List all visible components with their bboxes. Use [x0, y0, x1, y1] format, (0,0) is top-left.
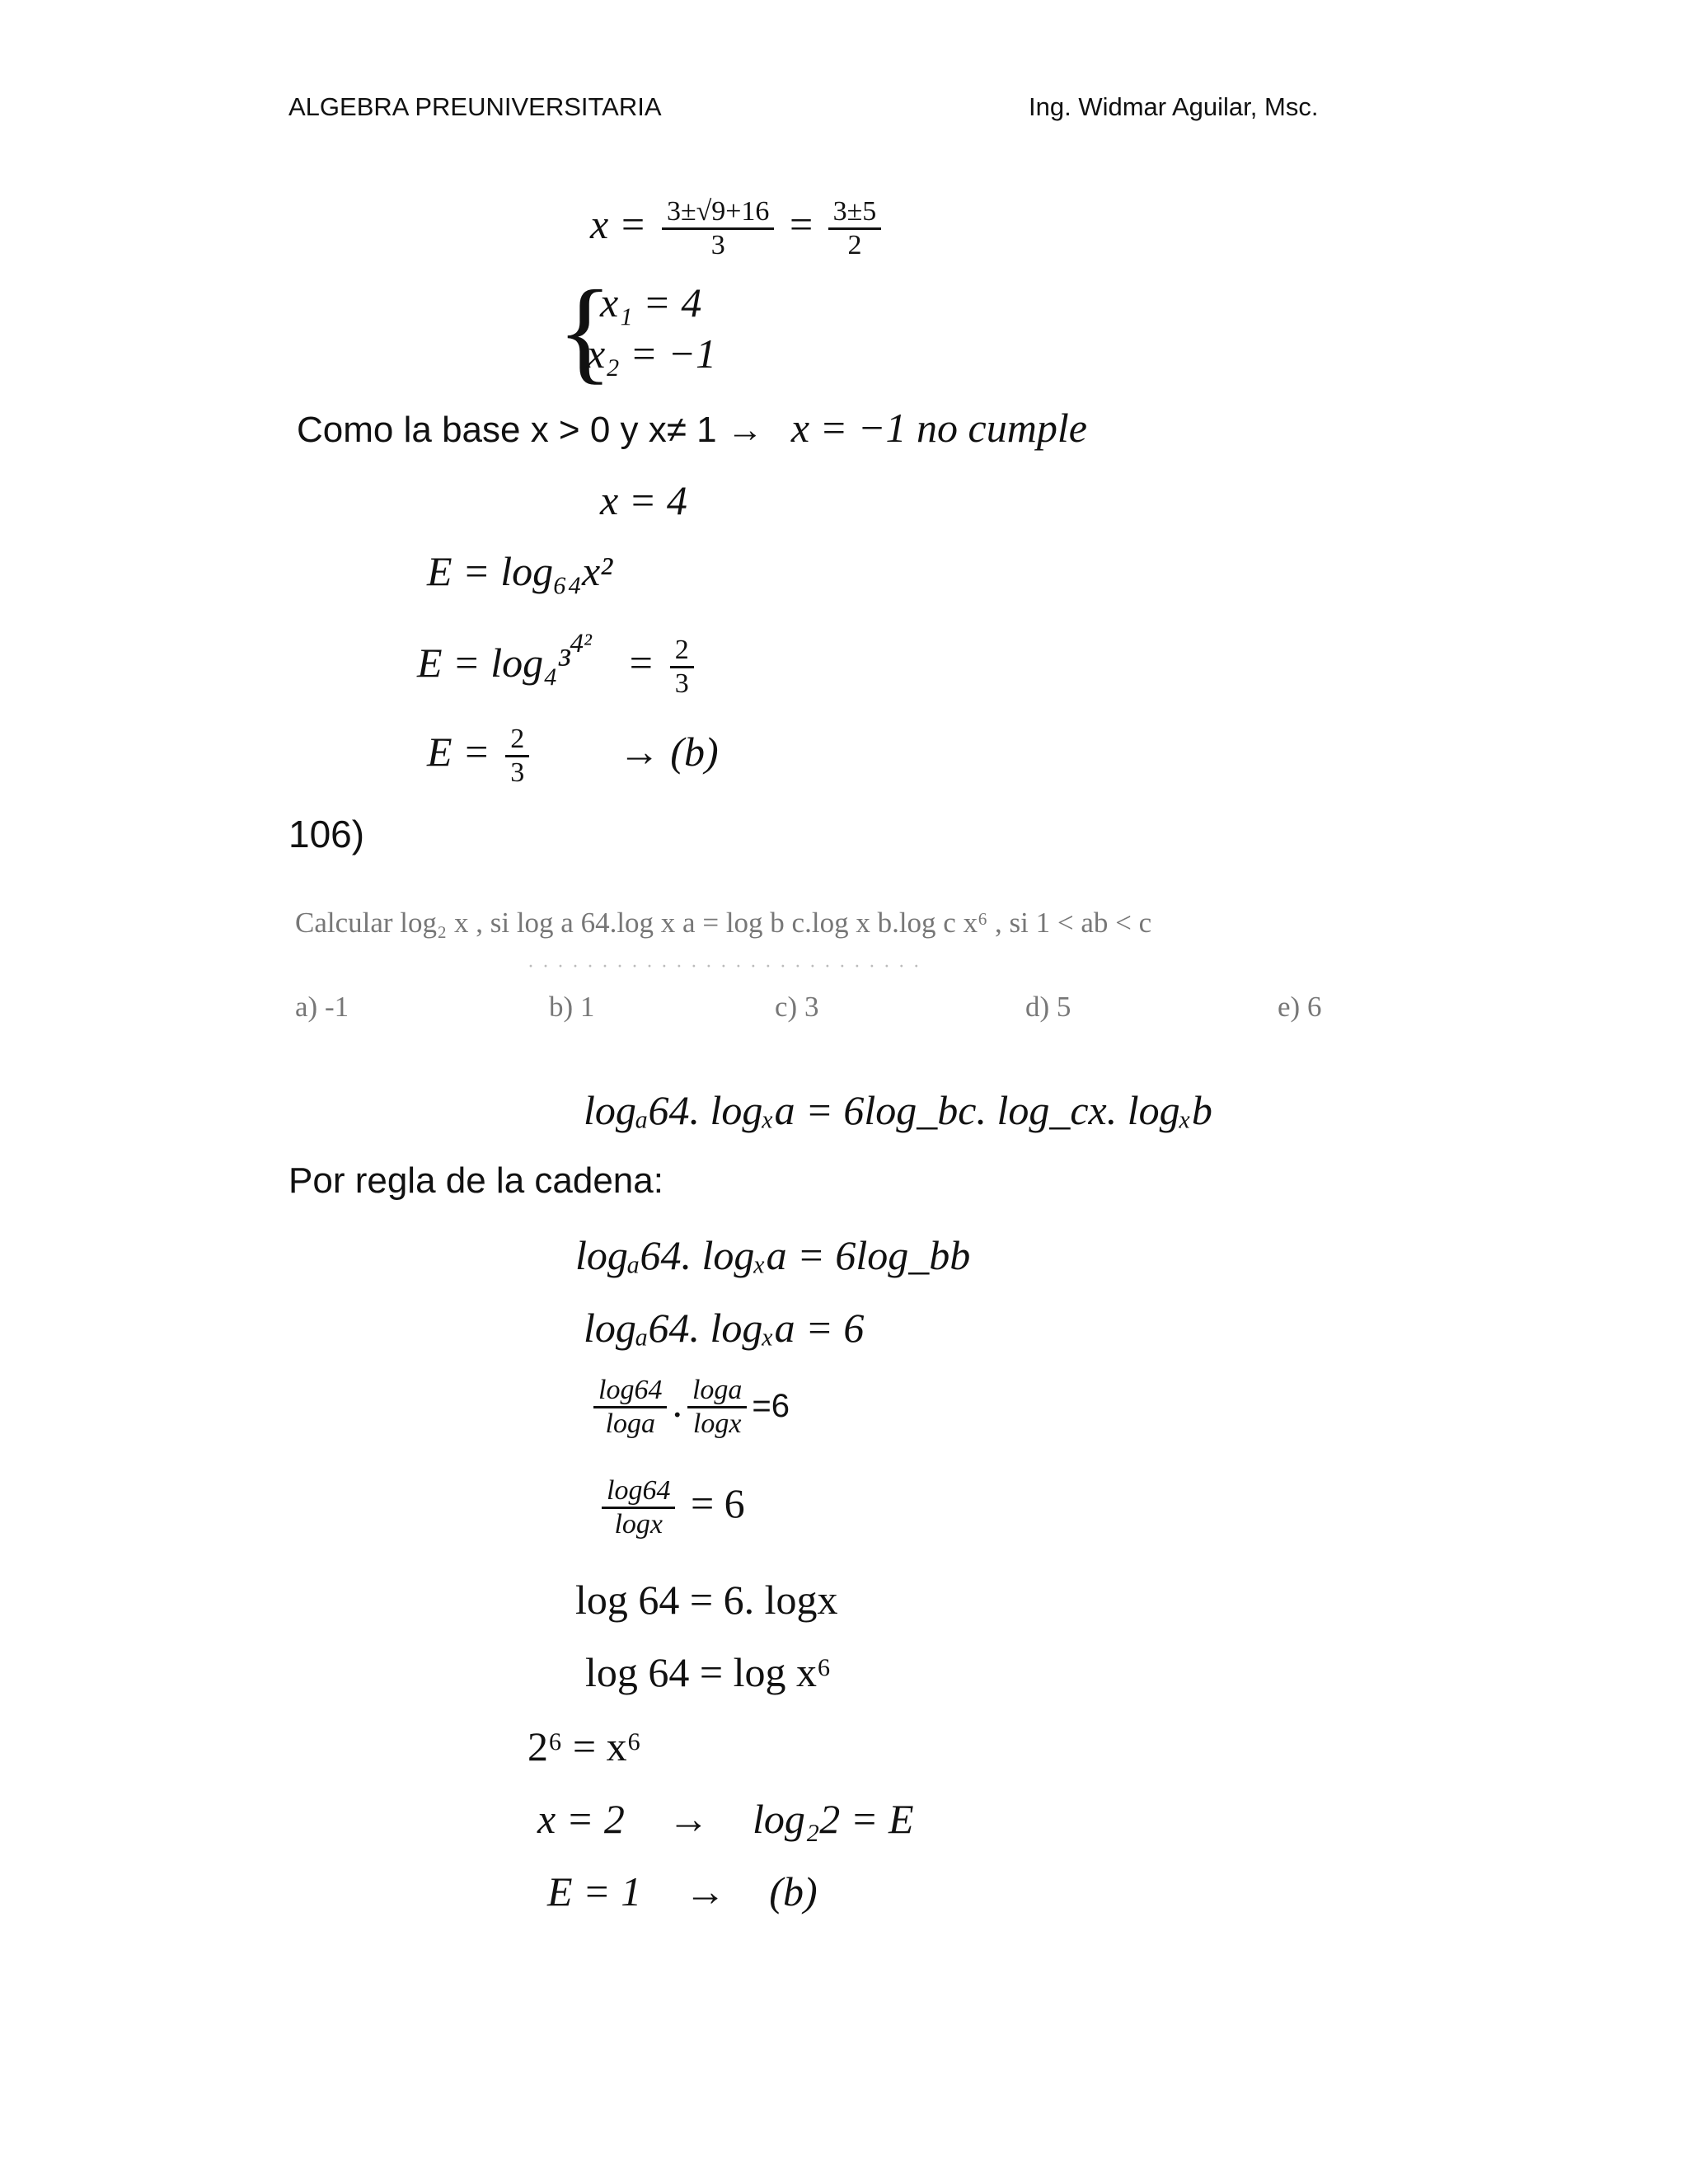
- step-4-equals: = 6: [690, 1479, 745, 1526]
- step-8-right: log₂2 = E: [752, 1796, 914, 1842]
- condition-text: Como la base x > 0 y x≠ 1 →: [297, 410, 763, 450]
- step-9: [547, 1868, 818, 1915]
- scan-noise: · · · · · · · · · · · · · · · · · · · · · · · · · · ·: [528, 956, 921, 977]
- step-3-fraction-1: [593, 1375, 667, 1440]
- fraction-1-den: 3: [710, 230, 725, 260]
- step-8-left: x = 2: [537, 1796, 625, 1842]
- e-step-3-den: 3: [510, 757, 525, 788]
- fraction-1: [662, 196, 775, 261]
- e-step-3-left: E =: [427, 728, 490, 775]
- option-c: c) 3: [775, 991, 819, 1023]
- step-9-arrow: →: [684, 1868, 726, 1915]
- quadratic-formula: [590, 196, 886, 261]
- step-9-left: E = 1: [547, 1868, 642, 1915]
- step-3-den-1: loga: [605, 1408, 655, 1439]
- option-b: b) 1: [549, 991, 595, 1023]
- problem-number: 106): [288, 813, 365, 855]
- e-step-1: E = log₆₄x²: [427, 548, 613, 594]
- step-4-den: logx: [614, 1509, 663, 1540]
- step-2: logₐ64. logₓa = 6: [584, 1305, 865, 1351]
- fraction-2-num: 3±5: [828, 196, 882, 230]
- step-3: [588, 1375, 790, 1440]
- problem-statement: Calcular log₂ x , si log a 64.log x a = log b c.log x b.log c x⁶ , si 1 < ab < c: [295, 907, 1152, 939]
- step-6: log 64 = log x⁶: [585, 1649, 832, 1695]
- base-condition: [297, 404, 1087, 452]
- step-4-fraction: [602, 1475, 675, 1540]
- system-brace: {: [557, 267, 613, 395]
- fraction-2-den: 2: [847, 230, 862, 260]
- step-3-num-2: loga: [687, 1375, 747, 1408]
- e-step-2-num: 2: [670, 635, 694, 668]
- step-5: log 64 = 6. logx: [575, 1577, 838, 1623]
- main-equation: logₐ64. logₓa = 6log_bc. log_cx. logₓb: [584, 1087, 1212, 1133]
- x-equals: x =: [590, 200, 647, 247]
- e-step-3-num: 2: [505, 724, 529, 757]
- e-step-2-eq: =: [626, 639, 655, 686]
- header-left: ALGEBRA PREUNIVERSITARIA: [288, 92, 662, 121]
- fraction-2: [828, 196, 882, 261]
- step-3-equals: =6: [752, 1387, 790, 1424]
- option-d: d) 5: [1025, 991, 1071, 1023]
- option-a: a) -1: [295, 991, 349, 1023]
- step-8: [537, 1795, 914, 1843]
- step-9-answer: (b): [769, 1868, 818, 1915]
- e-step-2-left: E = log₄³: [417, 639, 570, 686]
- step-3-num-1: log64: [593, 1375, 667, 1408]
- e-step-2-den: 3: [674, 668, 689, 699]
- step-3-fraction-2: [687, 1375, 747, 1440]
- root-x2: x₂ = −1: [587, 330, 717, 377]
- e-step-3: [427, 724, 719, 789]
- equals-sign: =: [789, 200, 814, 247]
- e-step-2-fraction: [670, 635, 694, 700]
- root-x1: x₁ = 4: [600, 279, 702, 326]
- option-e: e) 6: [1278, 991, 1322, 1023]
- chain-rule-text: Por regla de la cadena:: [288, 1160, 663, 1201]
- step-8-arrow: →: [668, 1796, 710, 1842]
- e-step-3-answer: → (b): [618, 728, 719, 775]
- step-4-num: log64: [602, 1475, 675, 1509]
- header-right: Ing. Widmar Aguilar, Msc.: [1029, 92, 1319, 121]
- fraction-1-num: 3±√9+16: [662, 196, 775, 230]
- step-3-dot: .: [672, 1379, 682, 1426]
- step-4: [597, 1475, 745, 1540]
- e-step-2: [417, 629, 699, 700]
- e-step-3-fraction: [505, 724, 529, 789]
- condition-math: x = −1 no cumple: [790, 405, 1087, 451]
- step-1: logₐ64. logₓa = 6log_bb: [575, 1232, 971, 1278]
- step-3-den-2: logx: [692, 1408, 742, 1439]
- x-final: x = 4: [600, 477, 687, 523]
- step-7: 2⁶ = x⁶: [528, 1723, 642, 1769]
- e-step-2-sup: 4²: [570, 629, 592, 659]
